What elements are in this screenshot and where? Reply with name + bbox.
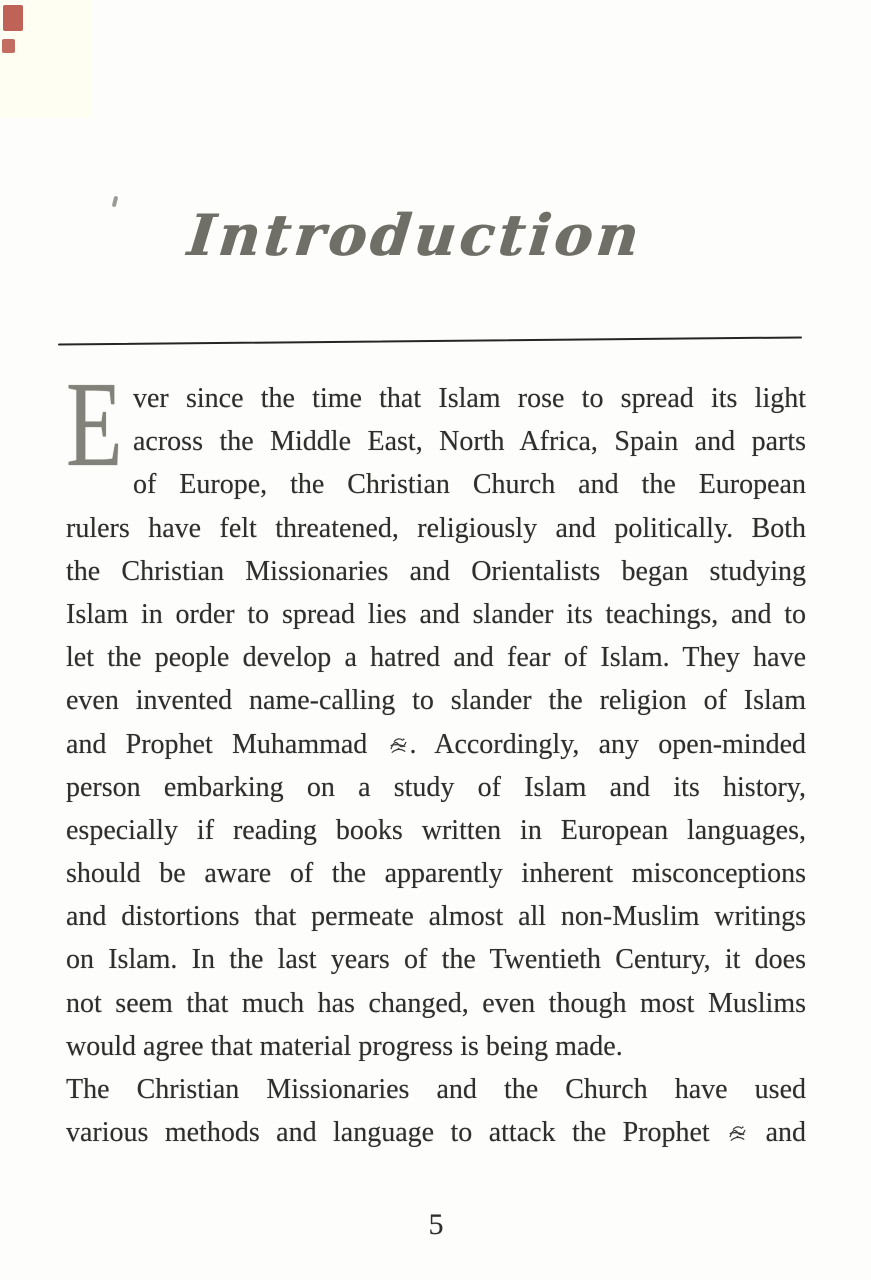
body-text-line: across the Middle East, North Africa, Spain and parts (133, 426, 806, 458)
pbuh-calligraphy-icon (388, 735, 409, 756)
body-text-line: of Europe, the Christian Church and the European (133, 469, 806, 501)
pbuh-calligraphy-icon (727, 1123, 748, 1144)
drop-cap: E (66, 357, 123, 492)
body-text-line: person embarking on a study of Islam and its history, (66, 771, 806, 803)
scan-mark (3, 5, 23, 31)
body-text-line: let the people develop a hatred and fear of Islam. They have (66, 642, 806, 674)
page-title: Introduction (184, 202, 646, 269)
body-text (66, 357, 807, 1154)
drop-cap-box (66, 357, 123, 503)
body-text-line: The Christian Missionaries and the Church have used (66, 1074, 806, 1105)
body-text-line: would agree that material progress is being made. (66, 1030, 623, 1062)
body-text-line: and distortions that permeate almost all non-Muslim writings (66, 901, 806, 933)
body-text-line: Islam in order to spread lies and slander its teachings, and to (66, 598, 806, 630)
page-number: 5 (428, 1208, 444, 1241)
scan-mark (2, 39, 15, 53)
body-text-line: even invented name-calling to slander the religion of Islam (66, 685, 806, 717)
body-text-line: and Prophet Muhammad . Accordingly, any open-minded (66, 728, 807, 760)
body-text-line: various methods and language to attack the Prophet and (66, 1117, 806, 1149)
body-text-line: ver since the time that Islam rose to spread its light (133, 383, 806, 414)
body-text-line: rulers have felt threatened, religiously and politically. Both (66, 512, 806, 544)
body-text-line: not seem that much has changed, even though most Muslims (66, 987, 806, 1019)
body-text-line: on Islam. In the last years of the Twentieth Century, it does (66, 944, 806, 976)
body-text-line: should be aware of the apparently inherent misconceptions (66, 858, 806, 890)
body-text-line: especially if reading books written in European languages, (66, 814, 806, 846)
horizontal-rule (58, 336, 802, 345)
title-wrap (0, 196, 850, 276)
body-text-line: the Christian Missionaries and Orientalists began studying (66, 555, 806, 587)
